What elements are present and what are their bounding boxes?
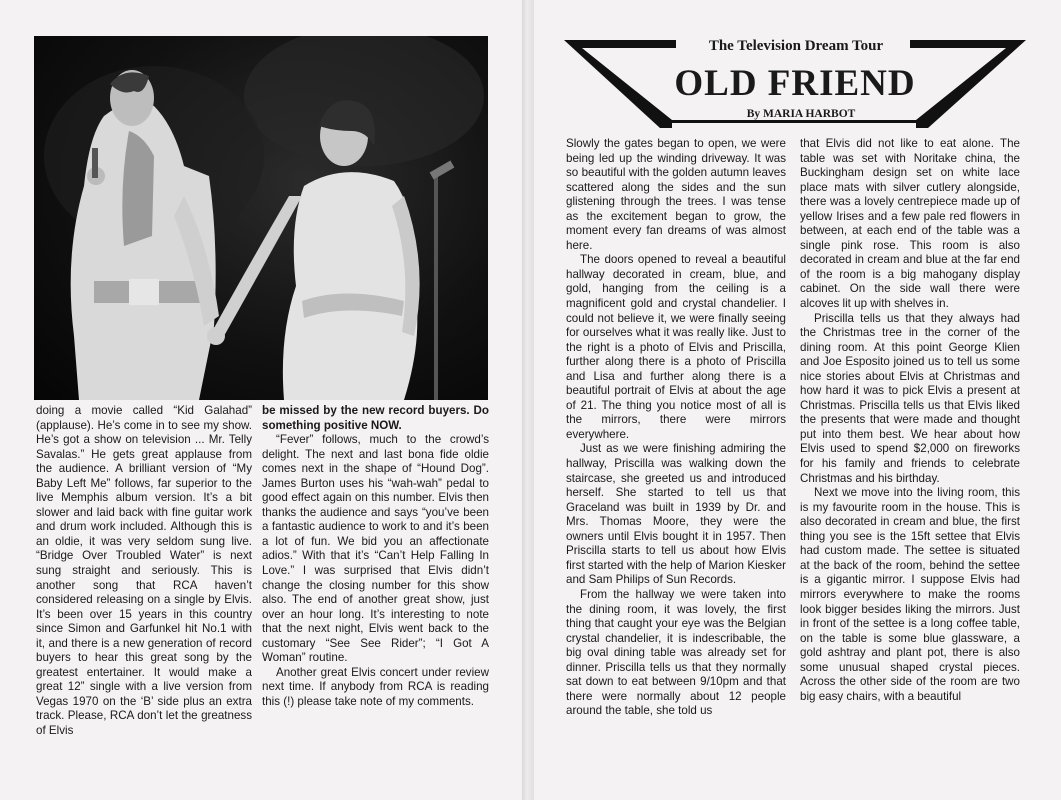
- concert-photo-illustration: [34, 36, 488, 400]
- left-col2-paragraph-1: “Fever” follows, much to the crowd’s delight. The next and last bona fide oldie comes next in the shape of “Hound Dog”. James Burton uses his “wah-wah” pedal to good effect again on this number. Elvis then thanks the audience and says “you’ve been a fantastic audience to work to and it’s been a lot of fun. We bid you an affectionate adios.” With that it’s “Can’t Help Falling In Love.” I was surprised that Elvis didn’t change the closing number for this show also. The end of another great show, just over an hour long. It’s interesting to note that the next night, Elvis went back to the customary “See See Rider”; “I Got A Woman” routine.: [262, 433, 489, 665]
- right-col1-paragraph-4: From the hallway we were taken into the dining room, it was lovely, the first thing that caught your eye was the Belgian crystal chandelier, it is indescribable, the big oval dining table was already set for dinner. Priscilla tells us that they normally sat down to eat between 9/10pm and that there were normally about 12 people around the table, she told us: [566, 587, 786, 718]
- article-headline: OLD FRIEND: [674, 63, 916, 104]
- right-column-2: [800, 137, 1020, 704]
- left-col2-paragraph-2: Another great Elvis concert under review next time. If anybody from RCA is reading this (!) please take note of my comments.: [262, 665, 489, 708]
- right-col2-paragraph-2: Priscilla tells us that they always had the Christmas tree in the corner of the dining room. At this point George Klien and Joe Esposito joined us to tell us some nice stories about Elvis at Christmas and how hard it was to pick Elvis a present at Christmas. Priscilla tells us that Elvis liked the presents that were made and thought put into them best. We hear about how Elvis used to spend $2,000 on fireworks for his family and friends to celebrate Christmas and his birthday.: [800, 311, 1020, 485]
- left-col1-paragraph: doing a movie called “Kid Galahad” (applause). He’s come in to see my show. He’s got a show on television ... Mr. Telly Savalas.” He gets great applause from the audience. A brilliant version of “My Baby Left Me” follows, far superior to the live Memphis album version. It’s a bit slower and laid back with fine guitar work and drum work included. Although this is an oldie, it was very seldom sung live. “Bridge Over Troubled Water” is next sung straight and seriously. This is another song that RCA haven’t considered releasing on a single by Elvis. It’s been over 15 years in this country since Simon and Garfunkel hit No.1 with it, and there is a new generation of record buyers to hear this great song by the greatest entertainer. It would make a great 12” single with a live version from Vegas 1970 on the ‘B’ side plus an extra track. Please, RCA don’t let the greatness of Elvis: [36, 404, 252, 738]
- right-col1-paragraph-3: Just as we were finishing admiring the hallway, Priscilla was walking down the staircase, she greeted us and introduced herself. She started to tell us that Graceland was built in 1939 by Dr. and Mrs. Thomas Moore, they were the owners until Elvis bought it in 1957. Then Priscilla starts to tell us about how Elvis first started with the help of Marion Kiesker and Sam Philips of Sun Records.: [566, 442, 786, 587]
- article-byline: By MARIA HARBOT: [746, 108, 856, 120]
- right-col2-paragraph-1: that Elvis did not like to eat alone. The table was set with Noritake china, the Buckingham design set on white lace place mats with silver cutlery alongside, there was a lovely centrepiece made up of yellow Irises and a few pale red flowers in between, at each end of the table was a single pink rose. This room is also decorated in cream and blue at the far end of the room is a big mahogany display cabinet. On the side wall there were alcoves lit up with shelves in.: [800, 137, 1020, 311]
- left-column-2: [262, 404, 489, 709]
- right-col1-paragraph-2: The doors opened to reveal a beautiful hallway decorated in cream, blue, and gold, hanging from the ceiling is a magnificent gold and crystal chandelier. I could not believe it, we were finally seeing for ourselves what it was really like. Just to the right is a photo of Elvis and Priscilla, further along there is a photo of Priscilla and Lisa and further along there is a beautiful portrait of Elvis at about the age of 21. The thing you notice most of all is the mirrors, there were mirrors everywhere.: [566, 253, 786, 441]
- left-page: [0, 0, 522, 800]
- right-col2-paragraph-3: Next we move into the living room, this is my favourite room in the house. This is also decorated in cream and blue, the first thing you see is the 15ft settee that Elvis had custom made. The settee is situated at the back of the room, behind the settee is a gigantic mirror. I suppose Elvis had mirrors everywhere to make the rooms look bigger besides liking the mirrors. Just in front of the settee is a long coffee table, on the table is some blue glassware, a gold ashtray and plant pot, there is also some unusual shaped crystal pieces. Across the other side of the room are two big easy chairs, with a beautiful: [800, 486, 1020, 703]
- article-kicker: The Television Dream Tour: [708, 38, 884, 54]
- right-col1-paragraph-1: Slowly the gates began to open, we were being led up the winding driveway. It was so beautiful with the golden autumn leaves scattered along the sides and the sun glistening through the trees. I was tense as the excitement began to grow, the moment every fan dreams of was almost here.: [566, 137, 786, 252]
- concert-photo: [34, 36, 488, 400]
- book-spine: [522, 0, 534, 800]
- left-col2-lead: be missed by the new record buyers. Do something positive NOW.: [262, 404, 489, 432]
- right-column-1: [566, 137, 786, 719]
- left-column-1: [36, 404, 252, 739]
